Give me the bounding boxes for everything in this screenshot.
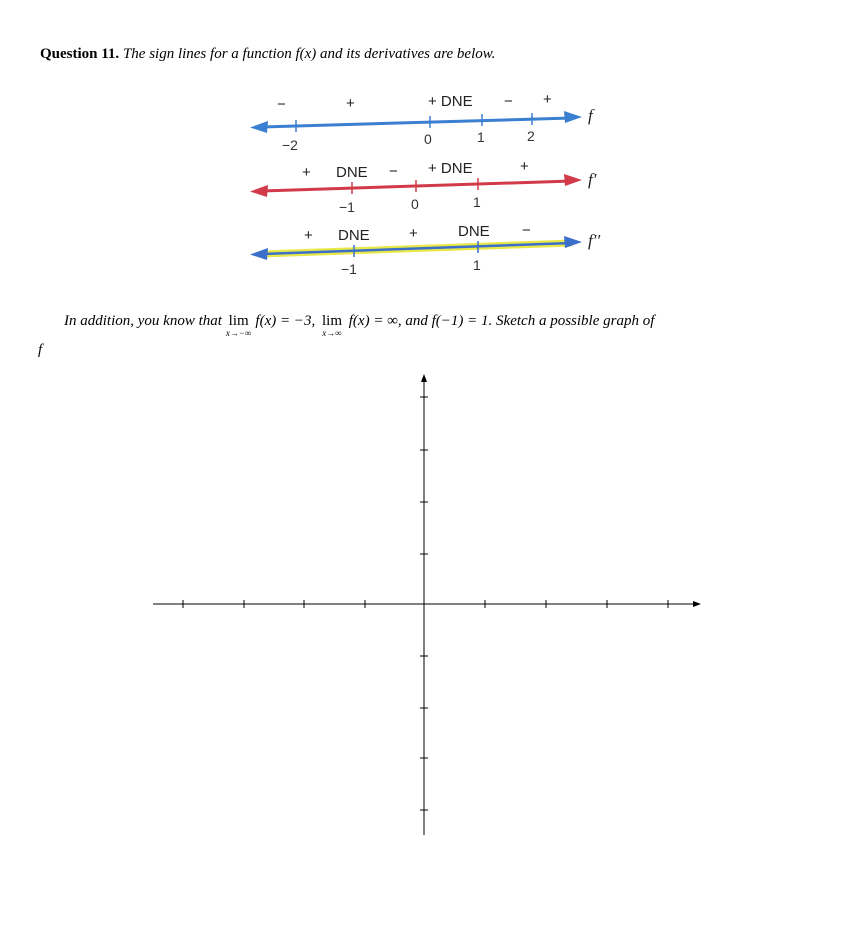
limit-pos-inf-expr: f(x) = ∞, [348,313,402,329]
fpp-sign: + [409,225,418,242]
fpp-tick-label: −1 [341,261,357,277]
f-sign: − [277,96,286,113]
fpp-sign: − [522,222,531,239]
fp-sign: DNE [336,164,368,181]
fp-tick-label: −1 [339,199,355,215]
lim-word: lim [321,313,342,329]
fp-sign: + [302,164,311,181]
y-axis-arrow [421,374,427,382]
task-text-continuation: f [38,342,43,358]
addition-intro: In addition, you know that [64,313,222,329]
fp-sign: + [520,158,529,175]
f-tick-label: −2 [282,137,298,153]
f-sign: − [504,93,513,110]
fp-sign: − [389,163,398,180]
point-condition: f(−1) = 1. [431,313,493,329]
fpp-sign: + [304,227,313,244]
lim-subscript: x→−∞ [225,328,252,338]
f-tick-label: 2 [527,128,535,144]
f-sign: + [543,91,552,108]
question-text: The sign lines for a function f(x) and its derivatives are below. [122,46,496,62]
lim-word: lim [228,313,249,329]
fp-tick-label: 1 [473,194,481,210]
fp-tick-label: 0 [411,196,419,212]
fp-sign: + DNE [428,160,473,177]
f-name: f [588,106,593,125]
lim-subscript: x→∞ [322,328,342,338]
f-tick-label: 1 [477,129,485,145]
fp-name: f′ [588,170,597,189]
task-text: Sketch a possible graph of [496,313,655,329]
question-label: Question 11. [40,46,120,62]
fpp-sign: DNE [458,223,490,240]
f-sign: + DNE [428,93,473,110]
and-word: and [405,313,428,329]
limit-neg-inf-expr: f(x) = −3, [255,313,316,329]
x-axis-arrow [693,601,701,607]
fpp-sign: DNE [338,227,370,244]
fpp-name: f′′ [588,231,601,250]
fpp-tick-label: 1 [473,257,481,273]
f-sign: + [346,95,355,112]
f-tick-label: 0 [424,131,432,147]
